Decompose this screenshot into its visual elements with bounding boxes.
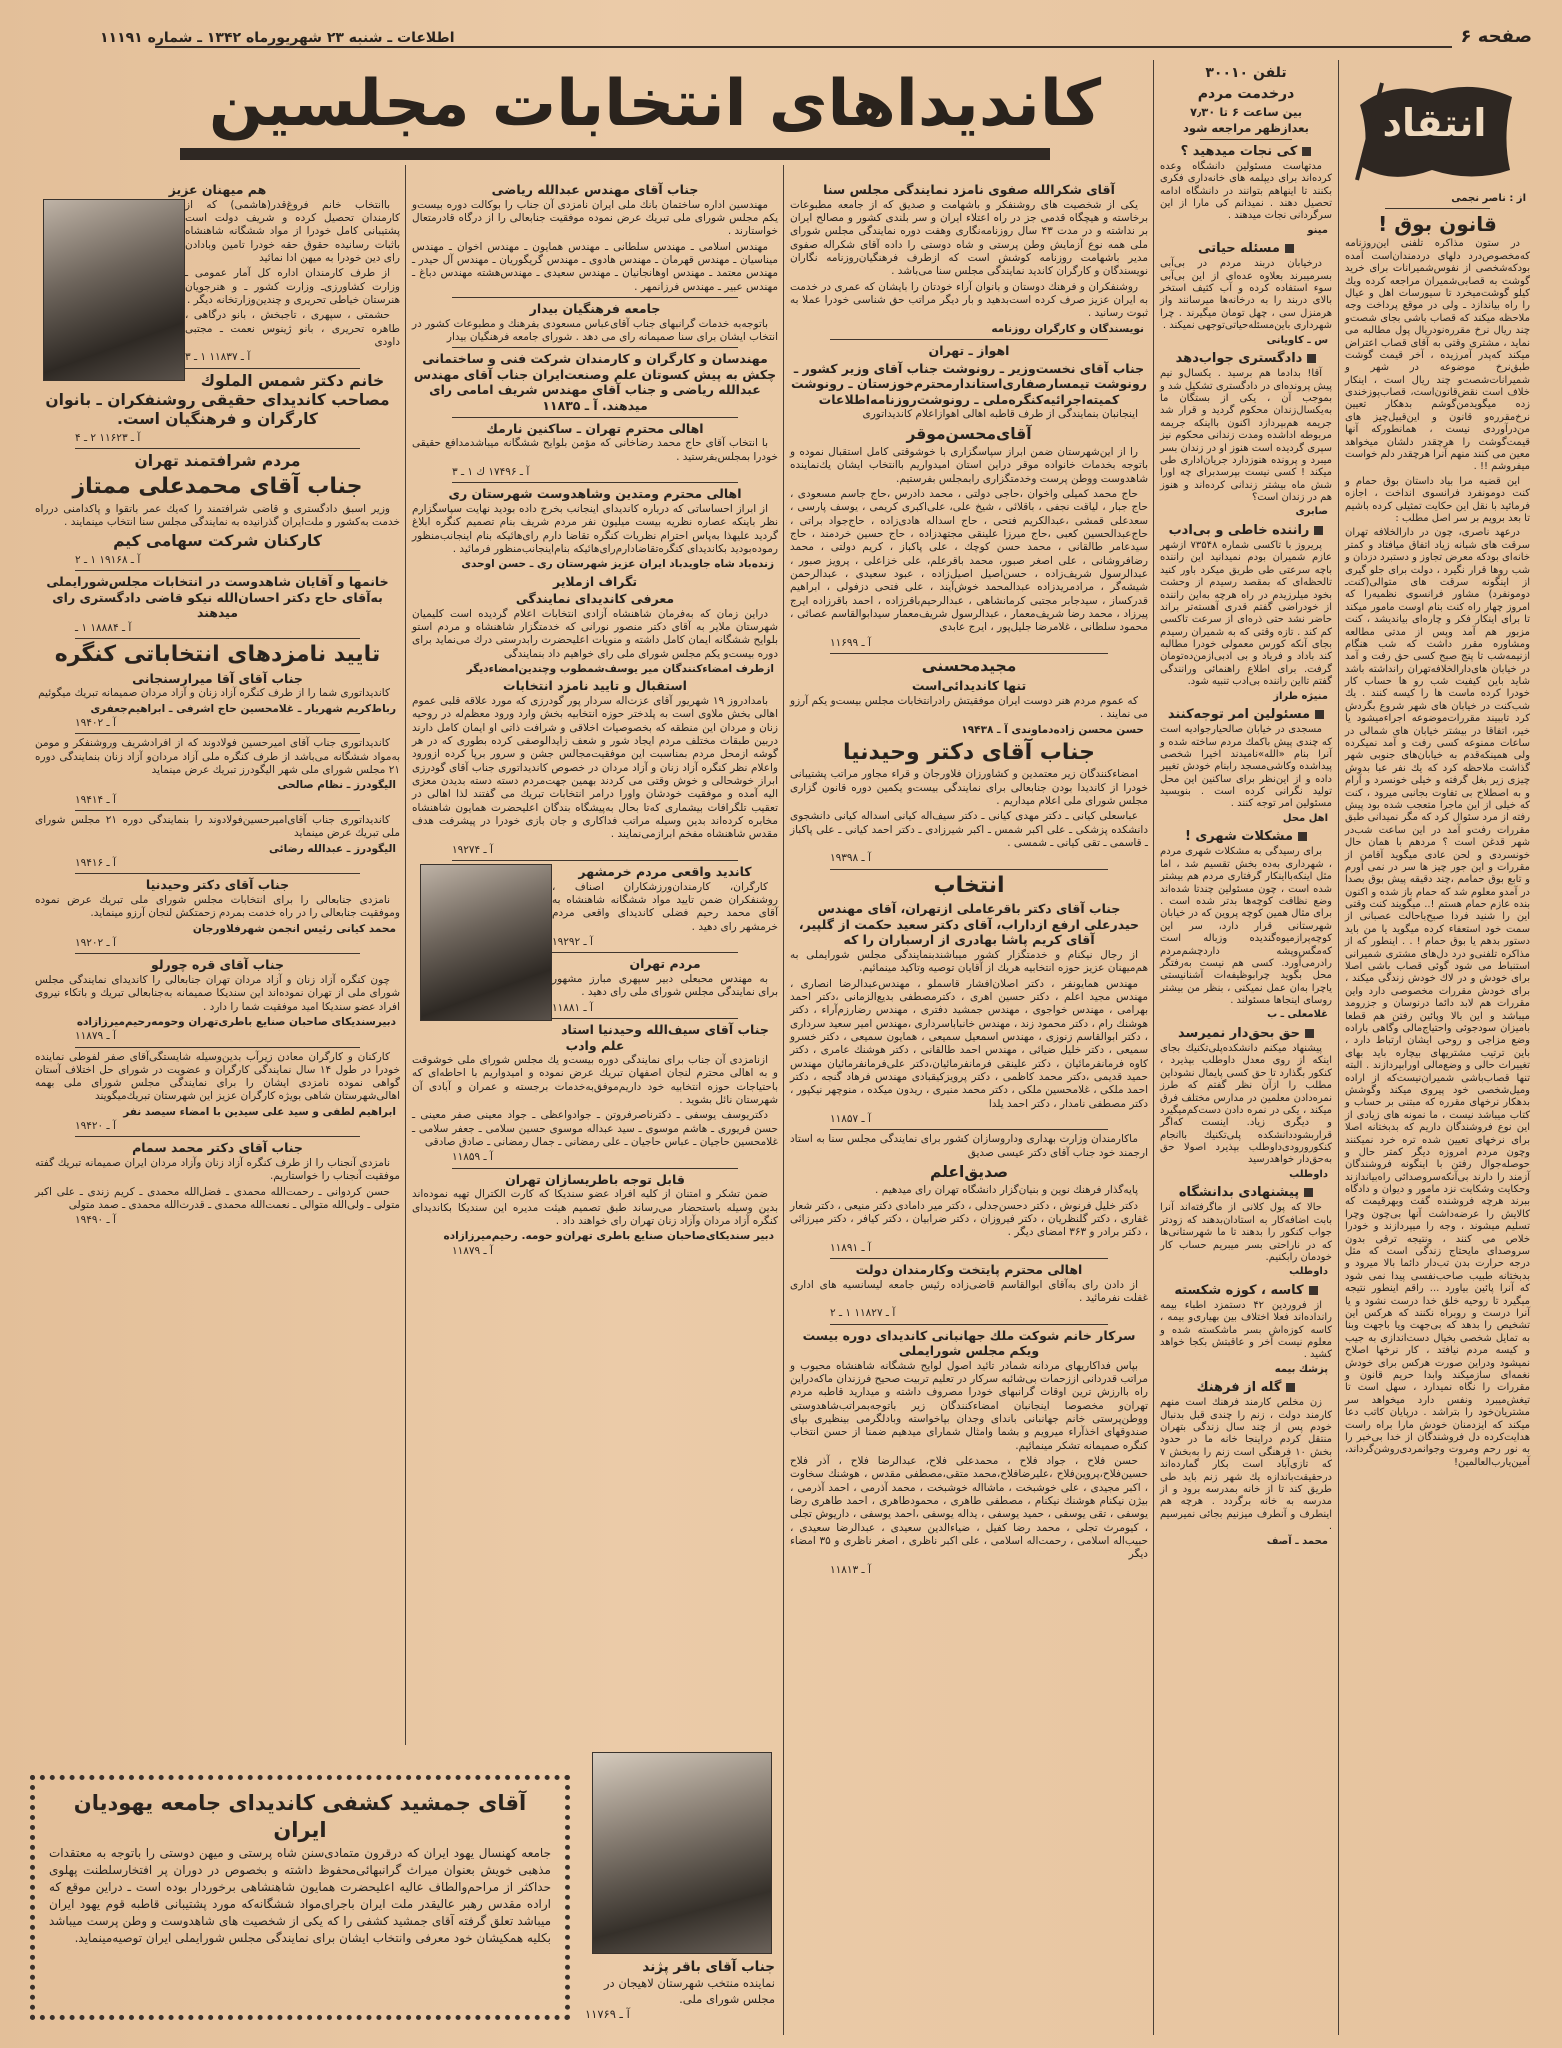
paragraph: پیشنهاد میکنم دانشکده‌پلی‌تکنیك بجای اینکه از روی معدل داوطلب بپذیرد ، کنکور بگذارد تا حق کسی پایمال نشود‌این مطلب را ازآن نظر گفتم که طرز نمره‌دادن معلمین در مدارس مختلف فرق میکند ، یکی در نمره دادن دست‌کم‌میگیرد و دیگری زیاد. اینست که‌اگر قراربشوددانشکده پلی‌تکنیك باانجام کنکورورودی‌داوطلب بپذیرد اصولا حق به‌حق‌دار خواهدرسید (1160, 1042, 1332, 1166)
paragraph: نامزدی جنابعالی را برای انتخابات مجلس شورای ملی تبریك عرض نموده وموفقیت جنابعالی را در راه خدمت بمردم زحمتکش لنجان آرزو مینماید. (35, 893, 400, 920)
column-1 (35, 180, 400, 1229)
headline: مردم شرافتمند تهران (134, 452, 301, 471)
headline: کارکنان شرکت سهامی کیم (113, 532, 322, 551)
paragraph: از طرف کارمندان اداره کل آمار عمومی ـ وزارت کشاورزی‌ـ وزارت کشور ـ و هنرجویان هنرستان خیاطی تحریری و چندین‌وزارتخانه دیگر . (185, 267, 400, 306)
paragraph: بامدادروز ۱۹ شهریور آقای عزت‌اله سردار پور گودرزی که مورد علاقه قلبی عموم اهالی بخش ملاوی است به پلدختر حوزه انتخابیه بخش وارد ورود معظم‌له در روحیه زنان و مردان این منطقه که بخصوصیات اخلاقی و شرافت ذاتی او ایمان کامل دارند دربین طبقات مختلف مردم ایجاد شور و شعف زایدالوصفی کرده بطوری که در هر گوشه ازمحل مردم بمناسبت این موفقیت‌مجالس جشن و سرور برپا کرده ازورود واعلام نظر کنگره آزاد زنان و آزاد مردان در خصوص کاندیداتوری جناب آقای گودرزی ابراز خوشحالی و خوش وقتی می کردند بهمین جهت‌مردم دسته دسته بدیدن معزی الیه آمده و موفقیت خودشان واورا درامر انتخابات تبریك می گفتند لذا اهالی در تعقیب تلگرافات بیشماری که‌تا بحال به‌پیشگاه بندگان اعلیحضرت همایون شاهنشاه مخابره کرده‌اند بدین وسیله مراتب فداکاری و جان بازی خودرا در پیشرفت هدف مقدس شاهنشاه مفخم ابراز‌می‌نمایند . (412, 695, 778, 841)
section-heading: حق بحق‌دار نمیرسد (1160, 1026, 1332, 1042)
paragraph: حاج محمد کمیلی واخوان ،حاجی دولتی ، محمد دادرس ،حاج جاسم مسعودی ، حاج جبار ، لیاقت نجفی ، باقلائی ، شیخ علی، علی‌اکبری کریمی ، یوسف پارسی ، سعدعلی قمشی ،عبدالکریم فتحی ، حاج اسداله هادی‌زاده ، حاج‌جواد براتی ، حاج‌عبدالحسین کعبی ،حاج میرزا علینقی مجتهدزاده ، حاج حسین خردمند ، حاج سیدعامر طالقانی ، محمد حسن کوچك ، علی پاکباز ، کریم دولتی ، محمد رضافروشانی ، علی اصغر صبور، محمد باقرعلم، علی خزاعلی ، پرویز صبور ، عبدالرسول شریف‌زاده ، حسن‌اصیل اصیل‌زاده ، عبود سعیدی ، عبدالرحمن شیشه‌گر ، مرادمریدزاده عبدالمحمد خوش‌آیند ، علی فتحی دزفولی ، ابراهیم قدرکساز ، سیدجابر مجتبی کرمانشاهی ، عبدالرحیم‌باقرزاده ، احمد باقرزاده ایرج پیرزاد ، محمد رضا شریف‌معمار ، عبدالرسول شریف‌معمار سیدابوالقاسم عصائی ، محمود سلطانی ، غلامرضا جلیل‌پور ، ایرج عابدی (790, 488, 1148, 634)
headline: جناب آقای دکتر وحیدنیا (842, 740, 1096, 766)
section-heading: دادگستری جواب‌دهد (1160, 351, 1332, 367)
column-3 (790, 180, 1148, 1578)
section-heading: کاسه ، کوزه شکسته (1160, 1283, 1332, 1299)
ad-code: آ ـ ۱۱۸۲۷ ۱ ـ ۲ (830, 1307, 896, 1320)
divider (75, 873, 360, 874)
ad-code: آ ـ ۱۱۷۶۹ (585, 2007, 630, 2022)
issue-date-line: اطلاعات ـ شنبه ۲۳ شهریورماه ۱۳۴۲ ـ شماره ۱۱۱۹۱ (100, 30, 455, 46)
subheadline: اهالی محترم ومتدین وشاهدوست شهرستان ری (448, 486, 742, 502)
divider (75, 1047, 360, 1048)
ad-code: آ ـ ۱۹۱۶۸ ۱ ـ ۲ (75, 553, 141, 566)
headline: مجیدمحسنی (921, 657, 1017, 676)
divider (830, 1258, 1108, 1259)
ad-body: جامعه کهنسال یهود ایران که درقرون متمادی‌سنن شاه پرستی و میهن دوستی را باتوجه به معتقدات مذهبی خویش بعنوان میراث گرانبهائی‌محفوظ داشته و بخصوص در دوران پر افتخارسلطنت پهلوی حداکثر از مراحم‌والطاف عالیه اعلیحضرت همایون شاهنشاهی برخوردار بوده است ـ دراین موقع که اراده مقدس رهبر عالیقدر ملت ایران باجرای‌مواد ششگانه‌که مورد پشتیبانی قاطبه قوم یهود ایران میباشد تعلق گرفته آقای جمشید کشفی را که یکی از شخصیت های شاهدوست و وطن پرست میباشد بکلیه همکیشان خود معرفی وانتخاب ایشان برای نمایندگی مجلس شورایملی ایران توصیه‌مینماید. (49, 1845, 551, 1945)
subheadline: اهواز ـ تهران (928, 342, 1010, 358)
signature: داوطلب (1289, 1168, 1328, 1180)
section-heading: راننده خاطی و بی‌ادب (1160, 523, 1332, 539)
ad-code: آ ـ ۱۹۲۹۲ (552, 935, 593, 948)
ad-code: آ ـ ۱۹۴۱۶ (75, 856, 116, 869)
page-number: صفحه ۶ (1460, 26, 1532, 47)
subheadline: جناب آقای مهندس عبدالله ریاضی (491, 182, 699, 197)
subheadline: مردم تهران (629, 956, 701, 972)
signature: ازطرف امضاءکنندگان میر یوسف‌شمطوب وچندین‌امضاءدیگر (466, 663, 774, 676)
ad-code: آ ـ ۱۱۸۵۹ (452, 1151, 493, 1164)
signature: دبیر سندیکای‌صاحبان صنایع باطری تهران‌و حومه. رحیم‌میرزازاده (443, 1230, 774, 1243)
subheadline: قابل توجه باطریسازان تهران (505, 1171, 685, 1187)
paragraph: آقا! بدادما هم برسید . یکسال‌و نیم پیش پرونده‌ای در دادگستری تشکیل شد و بموجب آن ، یکی از بستگان ما به‌یکسال‌زندان محکوم گردید و قرار شد جریمه هم‌بپردازد اکنون بااینکه جریمه مربوطه اداشده ومدت زندانی محکوم نیز سپری گردیده است هنوز او در زندان بسر میبرد و پرونده هنوزدارد جریان‌اداری طی میکند ! کسی نیست بپرسدبرای چه اورا شش ماه بیشتر زندانی کرده‌اند و هنوز هم در زندان است؟ (1160, 368, 1332, 504)
subheadline: استقبال و تایید نامزد انتخابات (503, 678, 687, 694)
subheadline: جناب آقای دکتر وحیدنیا (145, 877, 290, 893)
subheadline: جناب آقای دکتر محمد سمام (132, 1140, 303, 1156)
section-heading: مسئولین امر توجه‌کنند (1160, 707, 1332, 723)
column-5-critique (1345, 62, 1530, 1471)
paragraph: مدتهاست مسئولین دانشگاه وعده کرده‌اند برای دیپلمه های خانه‌داری فکری بکنند تا اینهاهم بتوانند در دانشگاه ادامه تحصیل دهند . نمیدانم کی مارا از این سرگردانی نجات میدهند . (1160, 160, 1332, 222)
subheadline: جناب آقای آقا میرارسنجانی (132, 670, 303, 686)
signature: دبیرسندیکای صاحبان صنایع باطری‌تهران وحومه‌رحیم‌میرزازاده (76, 1015, 396, 1028)
ad-code: آ ـ ۱۱۸۱۳ (830, 1563, 871, 1576)
divider (830, 869, 1108, 870)
paragraph: مهندس اسلامی ـ مهندس سلطانی ـ مهندس همایون ـ مهندس اخوان ـ مهندس میناسیان ـ مهندس قهرمان ـ مهندس هادوی ـ مهندس گریگوریان ـ مهندس آل حیدر ـ مهندس معتمد ـ مهندس اوهانجانیان ـ مهندس سعیدی ـ مهندس‌هشته مهندس دباغ ـ مهندس عبیر ـ مهندس فرزانمهر . (412, 240, 778, 293)
ad-code: آ ـ ۱۸۸۸۴ ۱ ـ (75, 622, 132, 635)
signature: نویسندگان و کارگران روزنامه (991, 322, 1144, 335)
paragraph: ازنامزدی آن جناب برای نمایندگی دوره بیست‌و یك مجلس شورای ملی خوشوقت و به اهالی محترم لنجان اصفهان تبریك عرض نموده و امیدواریم با احاطه‌ای که باحتیاجات حوزه انتخابیه خود داریم‌موفق‌به‌خدمات برجسته و عمران و آبادی آن شهرستان نائل بشوید . (412, 1054, 778, 1107)
column-divider (1153, 60, 1154, 2035)
portrait-photo (592, 1752, 772, 1954)
paragraph: امضاءکنندگان زیر معتمدین و کشاورزان فلاورجان و قراء مجاور مراتب پشتیبانی خودرا از کاندیدا بودن جنابعالی برای نمایندگی بیست‌و یکمین دوره قانون گزاری مجلس شورای ملی اعلام میداریم . (790, 768, 1148, 808)
divider (452, 347, 738, 348)
paragraph: کارگران، کارمندان‌ورزشکاران اصناف ، روشنفکران ضمن تایید مواد ششگانه شاهنشاه به آقای محمد رحیم فضلی کاندیدای واقعی مردم خرمشهر رای دهید . (552, 880, 778, 933)
subheadline: مهندسان و کارگران و کارمندان شرکت فنی و ساختمانی چکش به پیش کسوتان علم وصنعت‌ایران جناب آقای مهندس عبدالله ریاضی و جناب آقای مهندس شریف امامی رای میدهند. آ ـ ۱۱۸۳۵ (413, 351, 777, 414)
ad-code: آ ـ ۱۱۸۸۱ (552, 1001, 593, 1014)
section-heading: گله از فرهنك (1160, 1380, 1332, 1396)
caption-title: جناب آقای باقر پژند (642, 1959, 775, 1975)
photo-caption (585, 1958, 775, 2023)
headline: تایید نامزدهای انتخاباتی کنگره (54, 642, 381, 668)
paragraph: یکی از شخصیت های روشنفکر و باشهامت و صدیق که از جامعه مطبوعات برخاسته و هیچگاه قدمی جز در راه اعتلاء ایران و سر بلندی کشور و مصالح ایران بر نداشته و در مدت ۴۳ سال روزنامه‌نگاری وهفت دوره نمایندگی مجلس شورای ملی همه نوع آزمایش وطن پرستی و شاه دوستی را داده آقای شکراله صفوی مدیر باشهامت روزنامه کوشش است که ازطرف فرهنگیان‌روزنامه نگاران نویسندگان و کارگران کاندید نمایندگی مجلس سنا می‌باشد . (790, 198, 1148, 278)
paragraph: ضمن تشکر و امتنان از کلیه افراد عضو سندیکا که کارت الکترال تهیه نموده‌اند بدین وسیله باستحضار می‌رساند طبق تصمیم هیئت مدیره این سندیکا بکاندیدای کنگره آزاد مردان وآزاد زنان تهران رای خواهند داد . (412, 1188, 778, 1228)
paragraph: پریروز با تاکسی شماره ۷۳۵۴۸ ازشهر عازم شمیران بودم نمیدانید این راننده باچه سرعتی طی طریق میکرد باور کنید تالحظه‌ای که بمقصد رسیدم از وحشت بخود میلرزیدم در راه هرچه به‌این راننده از خودراضی گفتم قدری آهسته‌تر براند حاضر نشد حتی ذره‌ای از سرعت تاکسی کم کند . تازه وقتی که به شمیران رسیدم بجای آنکه کورس معمولی خودرا مطالبه کند باداد و فریاد و بی ادبی‌ازمن‌ده‌تومان گرفت. برای اطلاع راهنمائی ورانندگی گفتم تااین راننده بی‌ادب تنبیه شود. (1160, 539, 1332, 688)
divider (830, 339, 1108, 340)
headline: جناب آقای محمدعلی ممتاز (72, 474, 363, 500)
subheadline: بین ساعت ۶ تا ۷٫۳۰ (1189, 105, 1303, 119)
paragraph: مهندسین اداره ساختمان بانك ملی ایران نامزدی آن جناب را بوکالت دوره بیست‌و یکم مجلس شورای ملی تبریك عرض نموده موفقیت جنابعالی را از درگاه قادرمتعال خواستارند . (412, 198, 778, 238)
paragraph: را از این‌شهرستان ضمن ابراز سپاسگزاری با خوشوقتی کامل استقبال نموده و باتوجه بخدمات خانواده موقر دراین استان امیدواریم باانتخاب ایشان یك‌نماینده شاهدوست ووطن پرست وخدمتگزاری رابمجلس بفرستیم. (790, 446, 1148, 485)
ad-code: آ ـ ۱۱۸۵۷ (830, 1112, 871, 1125)
divider (452, 482, 738, 483)
signature: مینو (1307, 224, 1328, 236)
paragraph: روشنفکران و فرهنك دوستان و بانوان آراء خودتان را بایشان که عمری در خدمت به ایران عزیز صرف کرده است‌بدهید و بار دیگر مراتب حق شناسی خودرا عملا به ثبوت رسانید . (790, 280, 1148, 320)
signature: منیژه طراز (1273, 690, 1328, 702)
ad-code: آ ـ ۱۱۶۲۳ ۲ ـ ۴ (75, 431, 141, 444)
paragraph: مهندس همایونفر ، دکتر اصلان‌افشار قاسملو ، مهندس‌عبدالرضا انصاری ، مهندس مجید اعلم ، دکتر حسین اهری ، دکترمصطفی بدیع‌الزمانی ،دکتر احمد بهرامی ، مهندس خواجوی ، مهندس جمشید دفتری ، مهندس رضارزم‌آراء ، دکتر هوشنك رام ، دکتر محمود زند ، مهندس خانباباسرداری ،مهندس امیر سعید سرداری ، دکتر ابوالقاسم زنوزی ، مهندس اسمعیل سمیعی ، همایون سمیعی ، دکتر خسرو سمیعی ، دکتر خلیل ضیائی ، مهندس احمد طالقانی ، دکتر هوشنك عامری ، دکتر کاوه فرمانفرمائیان ، دکتر علینقی فرمانفرمائیان،دکتر علی‌فرمانفرمائیان مهندس حمید قدیمی ،دکتر محمد کاظمی ، دکتر پرویزکیقبادی مهندس فرهاد گنجه ، دکتر احمد ملکی ، غلامحسین ملکی ، دکتر محمد منیری ، ریدون میکده ، منوچهر نیکپور ، دکتر مصطفی نامدار ، دکتر احمد یلدا (790, 977, 1148, 1110)
banner-underline-bar (180, 148, 1050, 160)
signature: الیگودرز ـ نظام صالحی (277, 779, 396, 792)
portrait-photo (43, 199, 185, 381)
subheadline: اهالی محترم تهران ـ ساکنین نارمك (486, 420, 704, 436)
subheadline: سرکار خانم شوکت ملك جهانبانی کاندیدای دوره بیست ویکم مجلس شورایملی (802, 1327, 1136, 1359)
ad-code: آ ـ ۱۹۴۱۴ (75, 793, 116, 806)
signature: ابراهیم لطفی و سید علی سیدین با امضاء سیصد نفر (123, 1105, 396, 1118)
paragraph: دکتر خلیل فرنوش ، دکتر دحسن‌جدلی ، دکتر میر دامادی دکتر منیعی ، دکتر شعار غفاری ، دکتر گلنظریان ، دکتر فیروزان ، دکتر ضرابیان ، دکتر کیافر ، دکتر میرزائی ، دکتر برادر و ۳۶۳ امضای دیگر . (790, 1199, 1148, 1239)
paragraph: نامزدی آنجناب را از طرف کنگره آزاد زنان وآزاد مردان ایران صمیمانه تبریك گفته موفقیت آنجناب را خواستاریم. (35, 1157, 400, 1183)
enteghad-logo (1352, 75, 1517, 185)
signature: حسن محسن زاده‌دماوندی آ ـ ۱۹۴۳۸ (961, 723, 1144, 736)
paragraph: دراین زمان که به‌فرمان شاهنشاه آزادی انتخابات اعلام گردیده است کلیمیان شهرستان ملایر به آقای دکتر منصور نورانی که خدمتگزار شاهنشاه و مردم استو بلوایح ششگانه ایمان کامل داشته و منویات اعلیحضرت رابدرستی درك می‌نماید برای دوره بیست‌و یکم مجلس شورای ملی رای خواهیم داد بنمایندگی (412, 607, 778, 660)
header-rule (155, 46, 1452, 48)
paragraph: از دادن رای به‌آقای ابوالقاسم قاضی‌زاده رئیس جامعه لیسانسیه های اداری غفلت نفرمائید . (790, 1278, 1148, 1304)
portrait-photo (420, 864, 552, 1021)
paragraph: باانتخاب خانم فروغ‌قدر(هاشمی) که از کارمندان تحصیل کرده و شریف دولت است پشتیبانی کامل خودرا از مواد ششگانه شاهنشاه باثبات رسانیده حقوق حقه خودرا تامین وبادادن رای دین خودرا به میهن ادا نمائید (185, 198, 400, 264)
signature: صابری (1295, 506, 1328, 518)
headline: آقای‌محسن‌موقر (906, 424, 1032, 443)
headline: درخدمت مردم (1197, 85, 1295, 102)
subheadline: جناب آقای نخست‌وزیر ـ رونوشت جناب آقای وزیر کشور ـ رونوشت تیمسارصفاری‌استاندارمحترم‌خوزستان ـ رونوشت کمیته‌اجرائیه‌کنگره‌ملی ـ رونوشت‌روزنامه‌اطلاعات (791, 360, 1147, 407)
paragraph: کارکنان و کارگران معادن زیرآب بدین‌وسیله شایستگی‌آقای صفر لفوطی نماینده خودرا در طول ۱۴ سال نمایندگی کارگران و عضویت در شورای حل اختلاف آستان گواهی نموده نامزدی ایشان را برای نمایندگی مجلس شورای ملی بهمه اهالی‌شهرستان شاهی بویژه کارگران عزیز این شهرستان تبریك‌میگویند (35, 1050, 401, 1103)
signature: س ـ کاویانی (1266, 334, 1328, 346)
paragraph: کاندیداتوری جناب آقای‌امیرحسین‌فولادوند را بنمایندگی دوره ۲۱ مجلس شورای ملی تبریك عرض مینماید (35, 813, 400, 840)
divider (1385, 208, 1490, 209)
paragraph: چون کنگره آزاد زنان و آزاد مردان تهران جنابعالی را کاندیدای نمایندگی مجلس شورای ملی از تهران نموده‌اند این سندیکا صمیمانه به‌جنابعالی تبریك و باتکاء نیروی افراد عضو سندیکا امید موفقیت شما را دارد . (35, 973, 400, 1013)
paragraph: بپاس فداکاریهای مردانه شمادر تائید اصول لوایح ششگانه شاهنشاه محبوب و مراتب قدردانی اززحمات بی‌شائبه سرکار در تعلیم تربیت صحیح فرزندان ماکه‌دراین راه باارزش ترین اوقات گرانبهای خودرا مصروف داشته و میدارید قاطبه مردم تهران‌و مخصوصا اینجانبان امضاءکنندگان زیر باتوجه‌بمراتب‌شاهدوستی ووطن‌پرستی خانم جهانبانی باندای وجدان بپاخواسته وبادلگرمی بینظیری بپای صندوقهای اخذآراء میرویم و بشما وامثال شمارای میدهیم ضمنا از حسن انتخاب کنگره صمیمانه تشکر مینمائیم. (790, 1359, 1148, 1452)
paragraph: کاندیداتوری جناب آقای امیرحسین فولادوند که از افرادشریف وروشنفکر و مومن به‌مواد ششگانه می‌باشد از طرف کنگره ملی آزاد مردان‌و آزاد زنان بنمایندگی دوره ۲۱ مجلس شورای ملی شهر الیگودرز تبریك عرض مینماید (35, 737, 400, 776)
divider (452, 417, 738, 418)
column-divider (1338, 60, 1339, 2035)
paragraph: در ستون مذاکره تلفنی این‌روزنامه که‌مخصوص‌درد دلهای دردمندان‌است آمده بودکه‌شخصی از نفوس‌شمیرانات برای خرید گوشت به قصابی‌شمیران مراجعه کرده ویك کیلو گوشت‌میخرد تا سیورسات اهل و عیال را راه بیاندازد ـ ولی در موقع پرداخت وجه ملاحظه میکند که قصاب باشی بجای شصت‌و چند ریال نرخ مقرره‌نودریال پول مطالبه می نماید ، مشتری وقتی به آقای قصاب اعتراض میکند که‌پدر آمرزیده ، آخر قیمت گوشت طبق‌نرخ موضوعه در شهر و شمیرانات‌شصت‌و چند ریال است ، اینکار خلاف است نقض‌قانون‌است، قصاب‌پوزخندی زده میگوید‌من‌گوشم بدهکار تعیین نرخ‌مقرره‌و قانون و این‌قبیل‌چیز های من‌درآوردی نیست ، همانطورکه آنها قیمت‌گوشت را هرچقدر دلشان میخواهد معین می کنند منهم آنرا هرچقدر دلم خواست میفروشم !! . (1345, 238, 1530, 473)
ad-code: آ ـ ۱۱۸۷۹ (75, 1030, 116, 1043)
subheadline: آقای شکرالله صفوی نامزد نمایندگی مجلس سنا (823, 182, 1115, 197)
paragraph: ماکارمندان وزارت بهداری وداروسازان کشور برای نمایندگی مجلس سنا به استاد ارجمند خود جناب آقای دکتر عیسی صدیق (790, 1133, 1148, 1159)
subheadline: هم میهنان عزیز (168, 182, 267, 197)
paragraph: باتوجه‌به خدمات گرانبهای جناب آقای‌عباس مسعودی بفرهنك و مطبوعات کشور در انتخاب ایشان برای سنا صمیمانه رای می دهد . شورای جامعه فرهنگیان بیدار (412, 317, 778, 343)
ad-code: آ ـ ۱۹۲۰۲ (75, 936, 116, 949)
subheadline: جناب آقای سیف‌الله وحیدنیا استاد علم وادب (561, 1021, 769, 1053)
signature: الیگودرز ـ عبدالله رضائی (269, 842, 396, 855)
paragraph: با انتخاب آقای حاج محمد رضاخانی که مؤمن بلوایح ششگانه میباشدمدافع حقیقی خودرا بمجلس‌بفرستید . (412, 437, 778, 463)
paragraph: حسن فلاح ، جواد فلاح ، محمدعلی فلاح، عبدالرضا فلاح ، آذر فلاح حسین‌فلاح،پروین‌فلاح ،علیرضافلاح،محمد متقی،مصطفی مقدس ، هوشنك سخاوت ، اکبر مجیدی ، علی خوشبخت ، ماشااله خوشبخت ، محمد آذرمی ، احمد آذرمی ، بیژن نیکنام هوشنك نیکنام ، مصطفی طاهری ، محمودطاهری ، احمد طاهری رضا یوسفی ، تقی یوسفی ، حمید یوسفی ، یداله یوسفی ،احمد یوسفی ، داریوش تجلی ، کیومرث تجلی ، محمد رضا کفیل ، ضیاءالدین سعیدی ، عبدالرضا سعیدی ، حبیب‌اله اسلامی ، رحمت‌اله اسلامی ، علی اکبر ناظری ، اصغر ناظری و ۳۵ امضاء دیگر (790, 1455, 1148, 1561)
logo-text: انتقاد (1382, 101, 1487, 145)
divider (75, 638, 360, 639)
paragraph: عباسعلی کیانی ـ دکتر مهدی کیانی ـ دکتر سیف‌اله کیانی اسداله کیانی دانشجوی دانشکده پزشکی ـ علی اکبر شمس ـ اکبر شیرزادی ـ دکتر احمد کیانی ـ علی پاکباز ـ قاسمی ـ تقی کیانی ـ شمسی . (790, 810, 1148, 850)
paragraph: درخیابان دربند مردم در بی‌آبی بسرمیبرند بعلاوه عده‌ای از این بی‌آبی سوء استفاده کرده و آب کثیف استخر بالای دربند را به درخانه‌ها میرسانند واز هرمنزل سی ، چهل تومان میگیرند . چرا شهرداری باین‌مسئله‌حیاتی‌توجهی نمیکند . (1160, 258, 1332, 332)
section-heading: مسئله حیاتی (1160, 241, 1332, 257)
signature: اهل محل (1282, 812, 1328, 824)
subheadline: اهالی محترم پایتخت وکارمندان دولت (855, 1261, 1083, 1277)
paragraph: برای رسیدگی به مشکلات شهری مردم ، شهرداری به‌ده بخش تقسیم شد ، اما مثل اینکه‌بااینکار گرفتاری مردم هم بیشتر شده است ، چون مسئولین چندتا شده‌اند وضع نظافت کوچه‌ها بدتر شده است . برای مثال همین کوچه پروین که در خیابان شهرستانی قرار دارد، سر این کوچه‌پرازمیوه‌گندیده وزباله است که‌مگس‌وپشه داردچشم‌مردم رادرمی‌آورد. کسی هم نیست به‌رفتگر محل بگوید چرابوظیفه‌ات آشنانیستی یاچرا به‌ان عمل نمیکنی ، بنظر من بیشتر روسای اینجاها مسئولند . (1160, 846, 1332, 1007)
headline: صدیق‌اعلم (929, 1162, 1009, 1181)
divider (1200, 139, 1292, 140)
subheadline: جناب آقای قره چورلو (151, 957, 284, 973)
ad-code: آ ـ ۱۷۴۹۶ ك ۱ ـ ۳ (452, 465, 530, 478)
divider (75, 733, 360, 734)
divider (75, 1136, 360, 1137)
divider (830, 1324, 1108, 1325)
paragraph: اینجانبان بنمایندگی از طرف قاطبه اهالی اهوازاعلام کاندیداتوری (862, 408, 1138, 421)
signature: زنده‌باد شاه جاویدباد ایران عزیز شهرستان ری ـ حسن اوحدی (461, 558, 774, 571)
ad-box-kashfi (30, 1775, 570, 2020)
divider (452, 297, 738, 298)
column-divider (405, 165, 406, 1745)
paragraph: درعهد ناصری، چون در دارالخلافه تهران سرقت های شبانه زیاد اتفاق میافتاد و کمتر خانه‌ای بودکه معرض تجاوز و دستبرد دزدان و شب روها قرار نگیرد ، دولت برای جلو گیری از اینگونه سرقت های متوالی(کنت‌ـ دومونفرد) مشاور فرانسوی نظمیه‌را که امروز چهار راه کنت بنام اوست مامور میکند تا برای اینکار فکر و چاره‌ای بیاندیشد ، کنت مزبور هم آمد وپس از مدتی مطالعه ومشاوره مقرر داشت که شب هنگام ازنیمه‌شب تا پنج صبح کسی حق رفت و آمد در خیابان های‌دارالخلافه‌تهران رانداشته باشد شاید باین کیفیت شب رو ها حساب کار خودرا کرده ماست ها را کیسه کنند . یك شب‌کنت در خیابان های شهر شروع بگردش کرد تاببیند مقررات‌موضوعه اجراءمیشود یا خیر، اتفاقا در بیشتر خیابان های شمالی در ساعات ممنوعه کسی رفت و آمد نمیکرده ولی همینکه‌قدم به خیابان‌های جنوبی شهر گذاشت ملاحظه کرد که یك نفر عبا بدوش چیزی زیر بغل گرفته و خیلی خونسرد و آرام و به اصطلاح بی تفاوت بجانبی میرود ، کنت که خیلی از این ماجرا متعجب شده بود پیش رفته از مرد سئوال کرد که مگر نمیدانی طبق مقررات رفت‌و آمد در این ساعت شب‌در شهر قدغن است ؟ مردهم با همان حال خونسردی و لحن عادی میگوید آقامن از مقررات و این جور چیز ها سر در نمی آورم و تابع بوق حمامم ،چند دقیقه پیش بوق بصدا در آمدو معلوم شد که حمام باز شده و اکنون بنده عازم حمام هستم !.. میگویند کنت وقتی این را شنید فردا صبح‌باحالت عصبانی از سمت خود استعفاء کرده میگوید یا من باید دستور بدهم یا بوق حمام ! . . اینطور که از مذاکره تلفنی‌و درد دل‌های مشتری شمیرانی استنباط می شود گوئی قصاب باشی اصلا برای خودش و در لاك خودش زندگی میکند ، برای خودش مقررات مخصوصی دارد واین مقررات هم لابد دائما درنوسان و جزرومد میباشد و این بالا وپائین رفتن هم قطعا بامیزان سودجوئی واحتیاج‌مالی وگاهی باراده وضع مزاجی و روحی ایشان ارتباط دارد ، باین ترتیب مشتریهای بیچاره باید بهای تغییرات حالی و وضع‌مالی اورابپردازند . البته تنها قصاب‌باشی شمیران‌نیست‌که از اراده ومیل‌شخصی خود پیروی میکند وگوشش بدهکار نرخهای مقرره که مبتنی بر حساب و کتاب میباشد نیست ، ما نمونه های زیادی از این نوع فروشندگان داریم که بدبختانه اصلا برای نرخهای تعیین شده تره خرد نمیکنند وچون مردم امروزه دیگر کمتر حال و حوصله‌جوال رفتن با اینگونه فروشندگان آزمند را دارند بی‌آنکه‌سروصدائی راه‌بیاندازند وحکایت وشکایت نزد مامور و دیوان و دادگاه ببرند هرچه فروشنده گفت وبهرقیمت که کالایش را عرضه‌داشت آنها بی‌چون وچرا تسلیم میشوند ، وجه را میپردازند و خودرا خلاص می کنند ، ونتیجه ترقی بدون سروصدای مایحتاج زندگی است که مثل درجه حرارت بدن تب‌دار دائما بالا میرود و بدبختانه طبیب صاحب‌نفسی پیدا نمی شود که آنرا پائین بیاورد ... راقم اینطور نتیجه میگیرد تا روحیه خلق خدا درست نشود و یا آنرا درست و روبراه نکنند که هرکس این تشخیص را بدهد که بی‌جهت ویا باجهت وبنا به تمایل شخصی بخیال دست‌اندازی به جیب و کیسه مردم نیافتد ، کار نرخها اصلاح نمیشود ودراین صورت هرکس برای خودش نغمه‌ای سازمیکند وابدا حریم قانون و مقررات را نگاه نمیدارد ، سهل است تا تیغش‌میبرد ونفس دارد میخواهد سر مشتریان‌خود را بتراشد . درپایان کاتب دعا میکند که ایزدمنان خودش مارا براه راست هدایت‌کرده دل فروشندگان از خدا بی‌خبر را به نور رحم ومروت وجوانمردی‌روشن‌گرداند، آمین‌یارب‌العالمین! (1345, 527, 1530, 1468)
ad-code: آ ـ ۱۹۴۰۲ (75, 717, 116, 730)
column-4-public-service (1160, 62, 1332, 1549)
ad-code: آ ـ ۱۹۴۲۰ (75, 1120, 116, 1133)
subheadline: بعدازظهر مراجعه شود (1183, 121, 1309, 136)
subheadline: جامعه فرهنگیان بیدار (529, 300, 661, 316)
divider (452, 1168, 738, 1169)
ad-code: آ ـ ۱۱۸۹۱ (830, 1241, 871, 1254)
section-heading: پیشنهادی بدانشگاه (1160, 1185, 1332, 1201)
signature: از : ناصر نجمی (1451, 193, 1526, 204)
signature: رباط‌کریم شهریار ـ غلامحسین حاج اشرفی ـ ابراهیم‌جعفری (90, 702, 396, 715)
ad-code: آ ـ ۱۹۳۹۸ (830, 852, 871, 865)
signature: غلامعلی ـ ب (1267, 1009, 1328, 1021)
paragraph: زن مخلص کارمند فرهنك است منهم کارمند دولت ، زنم را چندی قبل بدنبال خودم پس از چند سال زندگی بتهران منتقل کردم دراینجا خانه ما در حدود بخش ۱۰ فرهنگی است زنم را به‌بخش ۷ که تازی‌آباد است بکار گمارده‌اند درحقیقت‌باندازه یك شهر زنم باید طی طریق کند تا از خانه بمدرسه برود و از مدرسه به خانه برگردد . هرچه هم اینطرف و آنطرف میزنیم بجائی نمیرسیم . (1160, 1397, 1332, 1533)
headline: انتخاب (933, 872, 1005, 898)
ad-title: آقای جمشید کشفی کاندیدای جامعه یهودیان ایران (73, 1791, 527, 1843)
caption-body: نماینده منتخب شهرستان لاهیجان در مجلس شورای ملی. (603, 1976, 775, 2006)
signature: محمد ـ آصف (1266, 1535, 1328, 1547)
paragraph: وزیر اسبق دادگستری و قاضی شرافتمند را که‌یك عمر باتقوا و پاکدامنی درراه خدمت به‌کشور و ملت‌ایران گذرانیده به نمایندگی مجلس سنا انتخاب مینمایند . (35, 502, 400, 529)
ad-code: آ ـ ۱۱۸۷۹ (452, 1244, 493, 1257)
paragraph: که عموم مردم هنر دوست ایران موفقیتش رادرانتخابات مجلس بیست‌و یکم آرزو می نمایند . (790, 695, 1148, 721)
divider (75, 448, 360, 449)
ad-code: آ ـ ۱۹۲۷۴ (452, 843, 493, 856)
headline: تلفن ۳۰۰۱۰ (1205, 65, 1287, 81)
signature: داوطلب (1289, 1266, 1328, 1278)
headline: خانم دکتر شمس الملوك مصاحب کاندیدای حقیقی روشنفکران ـ بانوان کارگران و فرهنگیان است. (45, 371, 390, 429)
paragraph: از ابراز احساساتی که درباره کاندیدای اینجانب بخرج داده بودید نهایت سپاسگزارم نظر باینکه عصاره نظریه بیست میلیون نفر مردم شریف بنام تصمیم کنگره ابلاغ گردید علیهذا به‌پاس احترام نظریات کنگره تقاضا دارم رای‌هائیکه بنام اینجانب‌منظور رموده‌بودید بکاندیدای کنگره‌تقاضادارم‌رای‌هائیکه بنام‌اینجانب‌منظور فرمائید . (412, 502, 778, 555)
divider (75, 953, 360, 954)
paragraph: از فروردین ۴۲ دستمزد اطباء بیمه رانداده‌اند فعلا اختلاف بین بهیاری‌و بیمه ، کاسه کوزه‌اش بسر ماشکسته شده و معلوم نیست آخر و عاقبتش بکجا خواهد کشید . (1160, 1299, 1332, 1361)
divider (452, 860, 738, 861)
paragraph: حالا که پول کلانی از ماگرفته‌اند آنرا بابت اضافه‌کار به استادان‌بدهند که زودتر جواب کنکور را بدهند تا ما شهرستانی‌ها که در ناراحتی بسر میبریم حساب کار خودمان رابکنیم. (1160, 1202, 1332, 1263)
paragraph: حسن کردوانی ـ رحمت‌الله محمدی ـ فضل‌الله محمدی ـ کریم زندی ـ علی اکبر متولی ـ ولی‌الله متوالی ـ نعمت‌الله محمدی ـ قدرت‌الله محمدی ـ صمد متولی (35, 1185, 400, 1212)
paragraph: دکتریوسف یوسفی ـ دکترناصرفروتن ـ جوادواعظی ـ جواد معینی صفر معینی ـ حسن فریوری ـ هاشم موسوی ـ سید عبداله موسوی حسین سلامی ـ جعفر سلامی ـ غلامحسین حاجیان ـ عباس حاجیان ـ علی رمضانی ـ جمال رمضانی ـ صادق صادقی (412, 1109, 778, 1149)
divider (75, 810, 360, 811)
paragraph: کاندیداتوری شما را از طرف کنگره آزاد زنان و آزاد مردان صمیمانه تبریك میگوئیم (38, 687, 390, 700)
section-heading: کی نجات میدهید ؟ (1160, 144, 1332, 160)
paragraph: حشمتی ، سپهری ، تاجبخش ، بانو درگاهی ، طاهره تحریری ، بانو ژینوس نعمت ـ مجتبی داودی (185, 309, 400, 348)
subheadline: تگراف ازملایر (552, 573, 638, 589)
ad-code: آ ـ ۱۹۴۹۰ (75, 1214, 116, 1227)
paragraph: پایه‌گذار فرهنك نوین و بنیان‌گزار دانشگاه تهران رای میدهیم . (875, 1184, 1138, 1197)
divider (75, 570, 360, 571)
subheadline: معرفی کاندیدای نمایندگی (515, 591, 675, 607)
paragraph: از رجال نیکنام و خدمتگزار کشور میباشندبنمایندگی مجلس شورایملی به هم‌میهنان عزیز حوزه انتخابیه هریك از آقایان توصیه وتاکید مینمائیم. (790, 948, 1148, 975)
divider (830, 1129, 1108, 1130)
ad-code: آ ـ ۱۱۶۹۹ (830, 636, 871, 649)
ad-code: آ ـ ۱۱۸۳۷ ۱ ـ ۳ (185, 351, 251, 364)
signature: پزشك بیمه (1274, 1363, 1328, 1375)
paragraph: به مهندس محبعلی دبیر سپهری مبارز مشهور برای نمایندگی مجلس شورای ملی رای دهید . (552, 972, 778, 999)
subheadline: کاندید واقعی مردم خرمشهر (578, 864, 752, 880)
subheadline: جناب آقای دکتر باقرعاملی ازتهران، آقای مهندس حیدرعلی ارفع ازداراب، آقای دکتر سعید حکمت از گلپیر، آقای کریم پاشا بهادری از ارسباران را که (798, 901, 1140, 948)
paragraph: مسجدی در خیابان صالحیارجوادیه است که چندی پیش باکمك مردم ساخته شده و آنرا بنام «الله»نامیدند اخیرا شخصی پیداشده وکاشی‌مسجد رابنام خودش تغییر داده و از این‌نظر برای ساکنین این محل تولید نگرانی کرده است . بنویسید مسئولین امر توجه کنند . (1160, 724, 1332, 810)
paragraph: این قضیه مرا بیاد داستان بوق حمام و کنت دومونفرد فرانسوی انداخت ، اجازه فرمائید با نقل این حکایت تمثیلی کرده باشیم تا بعد برویم بر سر اصل مطلب : (1345, 475, 1530, 524)
subheadline: تنها کاندیدائی‌است (911, 678, 1027, 694)
signature: محمد کیانی رئیس انجمن شهرفلاورجان (192, 922, 396, 935)
headline: قانون بوق ! (1378, 212, 1497, 237)
subheadline: خانمها و آقایان شاهدوست در انتخابات مجلس‌شورایملی به‌آقای حاج دکتر احسان‌الله نیکو قاضی دادگستری رای میدهند (46, 574, 389, 621)
column-2 (412, 180, 778, 1259)
page-banner-headline: کاندیداهای انتخابات مجلسین (208, 67, 1102, 141)
divider (830, 653, 1108, 654)
section-heading: مشکلات شهری ! (1160, 829, 1332, 845)
column-divider (783, 165, 784, 2035)
